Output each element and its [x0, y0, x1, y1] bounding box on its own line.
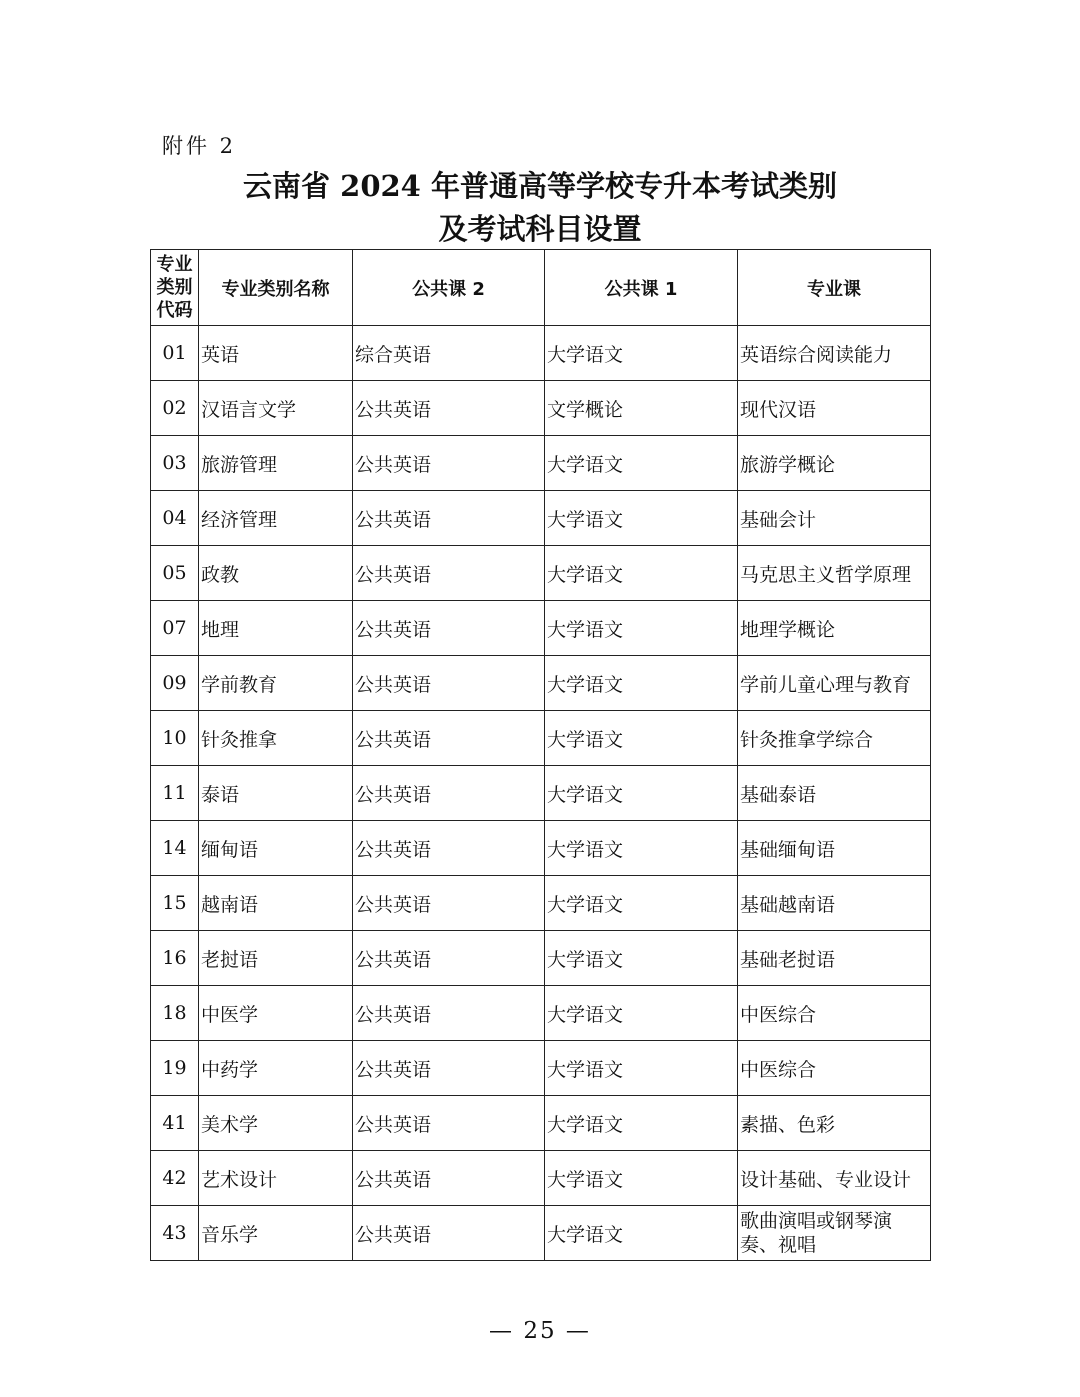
cell-name: 政教 — [199, 546, 353, 601]
cell-major: 中医综合 — [738, 986, 931, 1041]
cell-name: 艺术设计 — [199, 1151, 353, 1206]
table-row — [151, 1096, 931, 1151]
cell-major: 中医综合 — [738, 1041, 931, 1096]
cell-public1: 大学语文 — [545, 986, 738, 1041]
exam-subjects-table — [150, 249, 931, 1261]
header-public2: 公共课 2 — [353, 250, 545, 326]
cell-public2: 公共英语 — [353, 1206, 545, 1261]
cell-public1: 大学语文 — [545, 326, 738, 381]
cell-code: 02 — [151, 381, 199, 436]
table-row — [151, 931, 931, 986]
cell-major: 基础泰语 — [738, 766, 931, 821]
header-public1: 公共课 1 — [545, 250, 738, 326]
cell-code: 01 — [151, 326, 199, 381]
page-number: — 25 — — [489, 1318, 591, 1344]
cell-public1: 大学语文 — [545, 766, 738, 821]
cell-name: 老挝语 — [199, 931, 353, 986]
cell-name: 泰语 — [199, 766, 353, 821]
cell-public1: 大学语文 — [545, 931, 738, 986]
header-name: 专业类别名称 — [199, 250, 353, 326]
cell-public1: 大学语文 — [545, 656, 738, 711]
cell-name: 美术学 — [199, 1096, 353, 1151]
cell-public1: 大学语文 — [545, 491, 738, 546]
cell-public1: 大学语文 — [545, 876, 738, 931]
cell-code: 10 — [151, 711, 199, 766]
cell-public2: 公共英语 — [353, 601, 545, 656]
cell-public1: 大学语文 — [545, 711, 738, 766]
cell-major: 学前儿童心理与教育 — [738, 656, 931, 711]
cell-major: 马克思主义哲学原理 — [738, 546, 931, 601]
attachment-label: 附件 2 — [162, 134, 237, 158]
cell-public1: 大学语文 — [545, 546, 738, 601]
cell-public1: 大学语文 — [545, 821, 738, 876]
table-row — [151, 1041, 931, 1096]
cell-public1: 文学概论 — [545, 381, 738, 436]
cell-code: 03 — [151, 436, 199, 491]
cell-code: 41 — [151, 1096, 199, 1151]
cell-major: 基础缅甸语 — [738, 821, 931, 876]
table-row — [151, 1206, 931, 1261]
cell-major: 基础会计 — [738, 491, 931, 546]
table-row — [151, 381, 931, 436]
table-row — [151, 986, 931, 1041]
table-row — [151, 326, 931, 381]
cell-name: 针灸推拿 — [199, 711, 353, 766]
table-row — [151, 876, 931, 931]
cell-public1: 大学语文 — [545, 601, 738, 656]
document-title-line2: 及考试科目设置 — [438, 212, 642, 246]
cell-name: 地理 — [199, 601, 353, 656]
cell-public2: 公共英语 — [353, 436, 545, 491]
cell-code: 18 — [151, 986, 199, 1041]
cell-major: 素描、色彩 — [738, 1096, 931, 1151]
cell-public2: 公共英语 — [353, 546, 545, 601]
cell-code: 19 — [151, 1041, 199, 1096]
header-major: 专业课 — [738, 250, 931, 326]
cell-public1: 大学语文 — [545, 1041, 738, 1096]
cell-name: 越南语 — [199, 876, 353, 931]
cell-public2: 公共英语 — [353, 766, 545, 821]
cell-code: 07 — [151, 601, 199, 656]
cell-code: 09 — [151, 656, 199, 711]
cell-major: 地理学概论 — [738, 601, 931, 656]
cell-major: 设计基础、专业设计 — [738, 1151, 931, 1206]
cell-major: 现代汉语 — [738, 381, 931, 436]
cell-code: 42 — [151, 1151, 199, 1206]
cell-name: 学前教育 — [199, 656, 353, 711]
cell-major: 旅游学概论 — [738, 436, 931, 491]
table-row — [151, 656, 931, 711]
cell-code: 15 — [151, 876, 199, 931]
cell-major: 歌曲演唱或钢琴演奏、视唱 — [738, 1206, 931, 1261]
cell-public2: 公共英语 — [353, 491, 545, 546]
cell-public2: 公共英语 — [353, 986, 545, 1041]
cell-public1: 大学语文 — [545, 436, 738, 491]
cell-public2: 公共英语 — [353, 711, 545, 766]
table-row — [151, 1151, 931, 1206]
cell-public2: 公共英语 — [353, 1041, 545, 1096]
cell-code: 11 — [151, 766, 199, 821]
cell-public2: 公共英语 — [353, 821, 545, 876]
cell-major: 针灸推拿学综合 — [738, 711, 931, 766]
table-row — [151, 711, 931, 766]
cell-public2: 综合英语 — [353, 326, 545, 381]
header-code: 专业类别代码 — [151, 250, 199, 326]
cell-public2: 公共英语 — [353, 1151, 545, 1206]
cell-public1: 大学语文 — [545, 1206, 738, 1261]
cell-code: 43 — [151, 1206, 199, 1261]
cell-code: 14 — [151, 821, 199, 876]
cell-public2: 公共英语 — [353, 876, 545, 931]
cell-major: 基础老挝语 — [738, 931, 931, 986]
cell-major: 英语综合阅读能力 — [738, 326, 931, 381]
table-row — [151, 601, 931, 656]
cell-public2: 公共英语 — [353, 656, 545, 711]
cell-public1: 大学语文 — [545, 1096, 738, 1151]
cell-name: 音乐学 — [199, 1206, 353, 1261]
cell-name: 中药学 — [199, 1041, 353, 1096]
cell-name: 汉语言文学 — [199, 381, 353, 436]
cell-name: 中医学 — [199, 986, 353, 1041]
cell-major: 基础越南语 — [738, 876, 931, 931]
table-row — [151, 546, 931, 601]
table-header-row — [151, 250, 931, 326]
cell-public2: 公共英语 — [353, 931, 545, 986]
table-row — [151, 766, 931, 821]
cell-code: 16 — [151, 931, 199, 986]
table-row — [151, 491, 931, 546]
table-row — [151, 821, 931, 876]
cell-code: 04 — [151, 491, 199, 546]
cell-public2: 公共英语 — [353, 381, 545, 436]
cell-name: 英语 — [199, 326, 353, 381]
cell-name: 经济管理 — [199, 491, 353, 546]
cell-name: 缅甸语 — [199, 821, 353, 876]
cell-name: 旅游管理 — [199, 436, 353, 491]
table-row — [151, 436, 931, 491]
cell-public2: 公共英语 — [353, 1096, 545, 1151]
cell-public1: 大学语文 — [545, 1151, 738, 1206]
cell-code: 05 — [151, 546, 199, 601]
document-title-line1: 云南省 2024 年普通高等学校专升本考试类别 — [243, 169, 837, 203]
